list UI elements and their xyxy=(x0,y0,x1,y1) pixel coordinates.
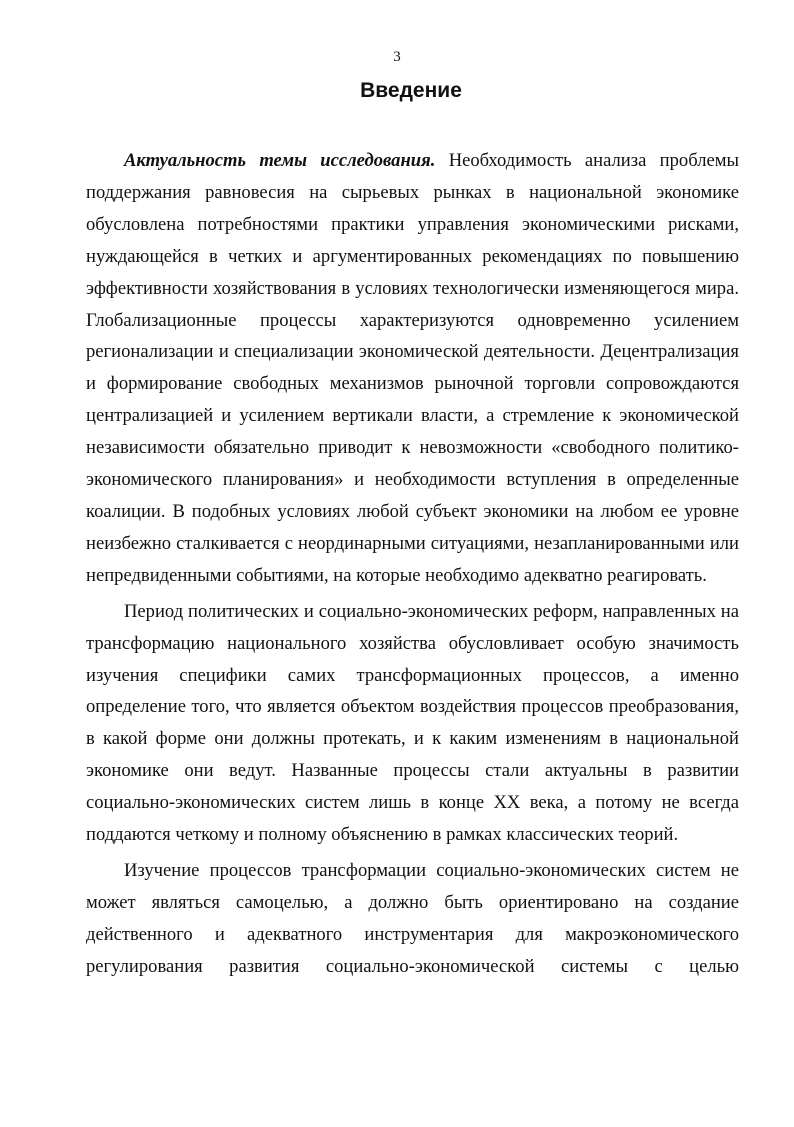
paragraph-text: Период политических и социально-экономических реформ, направленных на трансформацию национального хозяйства обусловливает особую значимость изучения специфики самих трансформационных процессов, а именно определение того, что является объектом воздействия процессов преобразования, в какой форме они должны протекать, и к каким изменениям в национальной экономике они ведут. Названные процессы стали актуальны в развитии социально-экономических систем лишь в конце XX века, а потому не всегда поддаются четкому и полному объяснению в рамках классических теорий. xyxy=(86,600,739,846)
document-body xyxy=(86,145,739,983)
paragraph-lead: Актуальность темы исследования. xyxy=(124,150,436,171)
paragraph-text: Изучение процессов трансформации социально-экономических систем не может являться самоцелью, а должно быть ориентировано на создание действенного и адекватного инструментария для макроэкономического регулирования развития социально-экономической системы с целью xyxy=(86,859,739,977)
page-number: 3 xyxy=(393,49,401,65)
paragraph-text: Необходимость анализа проблемы поддержания равновесия на сырьевых рынках в национальной экономике обусловлена потребностями практики управления экономическими рисками, нуждающейся в четких и аргументированных рекомендациях по повышению эффективности хозяйствования в условиях технологически изменяющегося мира. Глобализационные процессы характеризуются одновременно усилением регионализации и специализации экономической деятельности. Децентрализация и формирование свободных механизмов рыночной торговли сопровождаются централизацией и усилением вертикали власти, а стремление к экономической независимости обязательно приводит к невозможности «свободного политико-экономического планирования» и необходимости вступления в определенные коалиции. В подобных условиях любой субъект экономики на любом ее уровне неизбежно сталкивается с неординарными ситуациями, незапланированными или непредвиденными событиями, на которые необходимо адекватно реагировать. xyxy=(86,150,739,586)
paragraph-relevance xyxy=(86,145,739,592)
paragraph-reforms xyxy=(86,596,739,851)
paragraph-transformation xyxy=(86,855,739,983)
page-title: Введение xyxy=(360,79,462,102)
